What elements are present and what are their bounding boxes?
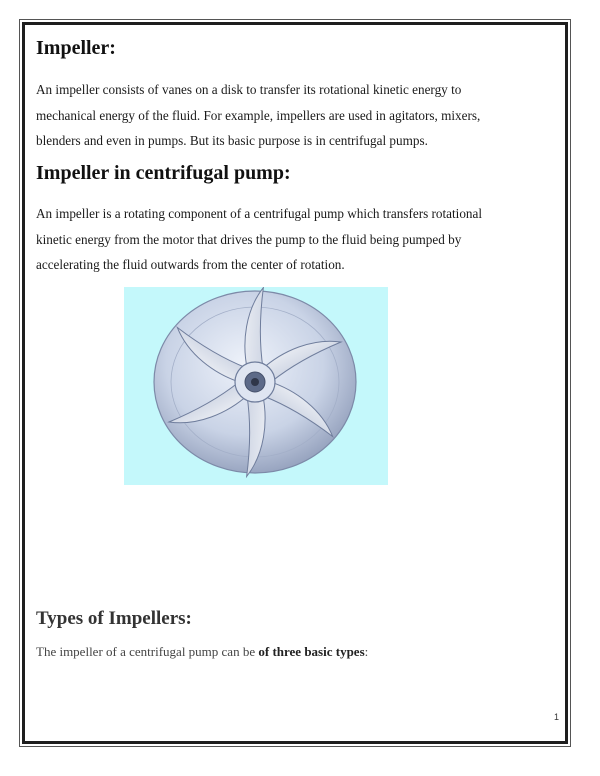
intro-text-prefix: The impeller of a centrifugal pump can be — [36, 644, 259, 659]
page-frame — [22, 22, 568, 744]
paragraph-impeller-centrifugal — [36, 201, 536, 278]
types-intro-text — [36, 644, 368, 660]
section-heading-impeller: Impeller: — [36, 37, 116, 59]
text-line: An impeller is a rotating component of a centrifugal pump which transfers rotational — [36, 206, 483, 221]
text-line: accelerating the fluid outwards from the center of rotation. — [36, 257, 345, 272]
text-line: kinetic energy from the motor that drives the pump to the fluid being pumped by — [36, 231, 462, 247]
intro-text-bold: of three basic types — [258, 644, 365, 659]
section-heading-impeller-centrifugal: Impeller in centrifugal pump: — [36, 162, 291, 184]
text-line: An impeller consists of vanes on a disk to transfer its rotational kinetic energy to — [36, 82, 462, 97]
page-number: 1 — [553, 712, 559, 722]
impeller-image — [124, 287, 388, 485]
intro-text-suffix: : — [364, 644, 369, 659]
text-line: blenders and even in pumps. But its basic purpose is in centrifugal pumps. — [36, 133, 428, 148]
section-heading-types: Types of Impellers: — [36, 608, 192, 629]
paragraph-impeller-definition — [36, 77, 536, 154]
impeller-icon — [124, 287, 388, 485]
text-line: mechanical energy of the fluid. For example, impellers are used in agitators, mixers, — [36, 107, 481, 123]
